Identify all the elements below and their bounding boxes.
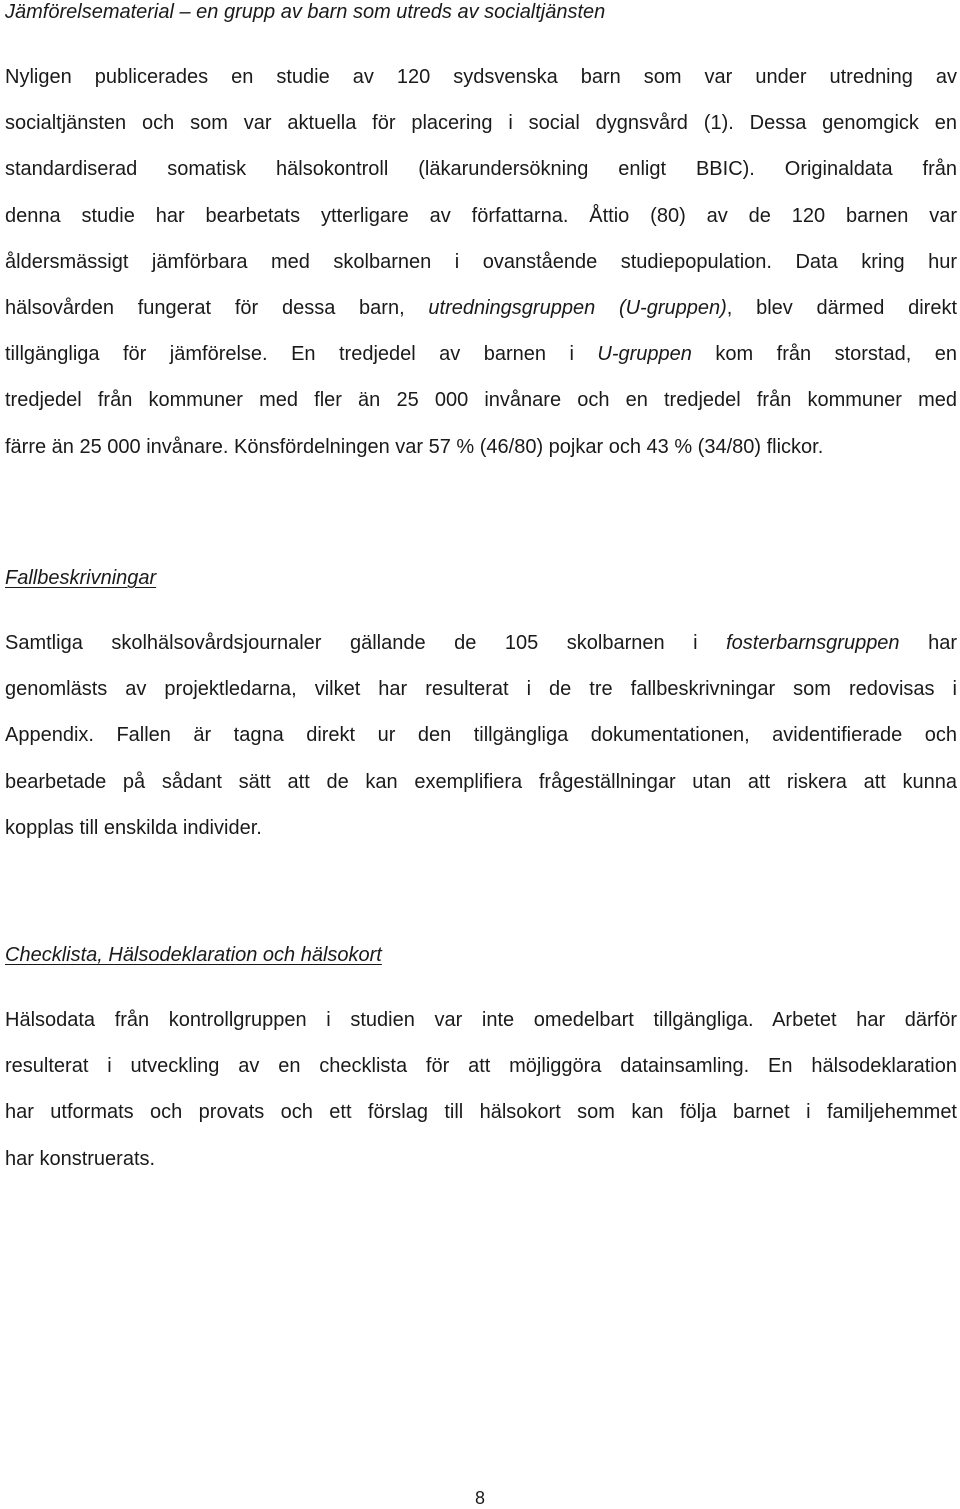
- text-line: genomlästs av projektledarna, vilket har resulterat i de tre fallbeskrivningar som redovisas i: [5, 678, 957, 701]
- text-line: standardiserad somatisk hälsokontroll (läkarundersökning enligt BBIC). Originaldata från: [5, 158, 957, 181]
- page-number: 8: [474, 1488, 485, 1508]
- text-line: Nyligen publicerades en studie av 120 sydsvenska barn som var under utredning av: [5, 66, 957, 88]
- section-heading: [5, 943, 957, 967]
- text-line: [5, 331, 957, 377]
- paragraph: [5, 620, 957, 851]
- section-heading: Jämförelsematerial – en grupp av barn som utreds av socialtjänsten: [5, 1, 606, 23]
- text-line: Appendix. Fallen är tagna direkt ur den tillgängliga dokumentationen, avidentifierade och: [5, 724, 957, 747]
- text-line: kopplas till enskilda individer.: [5, 816, 262, 839]
- text-line: resulterat i utveckling av en checklista för att möjliggöra datainsamling. En hälsodeklaration: [5, 1055, 957, 1078]
- section-checklist: [5, 943, 957, 1182]
- text-line: denna studie har bearbetats ytterligare av författarna. Åttio (80) av de 120 barnen var: [5, 204, 957, 227]
- text-line: tredjedel från kommuner med fler än 25 000 invånare och en tredjedel från kommuner med: [5, 389, 957, 412]
- text-line: Hälsodata från kontrollgruppen i studien var inte omedelbart tillgängliga. Arbetet har därför: [5, 1009, 957, 1031]
- text-line: färre än 25 000 invånare. Könsfördelningen var 57 % (46/80) pojkar och 43 % (34/80) flickor.: [5, 435, 824, 458]
- text-line: [5, 620, 957, 666]
- paragraph: [5, 997, 957, 1182]
- text-line: har utformats och provats och ett förslag till hälsokort som kan följa barnet i familjehemmet: [5, 1101, 957, 1124]
- text-run: , blev därmed direkt: [726, 296, 957, 319]
- text-run: har: [899, 632, 957, 654]
- text-run: kom från storstad, en: [691, 343, 957, 366]
- text-line: åldersmässigt jämförbara med skolbarnen i ovanstående studiepopulation. Data kring hur: [5, 250, 957, 273]
- text-run: hälsovården fungerat för dessa barn,: [5, 296, 429, 319]
- italic-term: utredningsgruppen (U-gruppen): [428, 296, 727, 319]
- italic-term: U-gruppen: [597, 343, 692, 366]
- text-line: [5, 285, 957, 331]
- section-comparison-material: [5, 0, 957, 470]
- text-line: bearbetade på sådant sätt att de kan exemplifiera frågeställningar utan att riskera att kunna: [5, 770, 957, 793]
- heading-text: Checklista, Hälsodeklaration och hälsokort: [5, 944, 382, 966]
- text-line: socialtjänsten och som var aktuella för placering i social dygnsvård (1). Dessa genomgick en: [5, 112, 957, 135]
- section-case-descriptions: [5, 566, 957, 851]
- italic-term: fosterbarnsgruppen: [726, 632, 900, 654]
- heading-text: Fallbeskrivningar: [5, 567, 157, 589]
- text-line: har konstruerats.: [5, 1147, 156, 1170]
- text-run: Samtliga skolhälsovårdsjournaler gällande de 105 skolbarnen i: [5, 632, 727, 654]
- section-heading: [5, 566, 957, 590]
- text-run: tillgängliga för jämförelse. En tredjedel av barnen i: [5, 343, 598, 366]
- paragraph: [5, 54, 957, 470]
